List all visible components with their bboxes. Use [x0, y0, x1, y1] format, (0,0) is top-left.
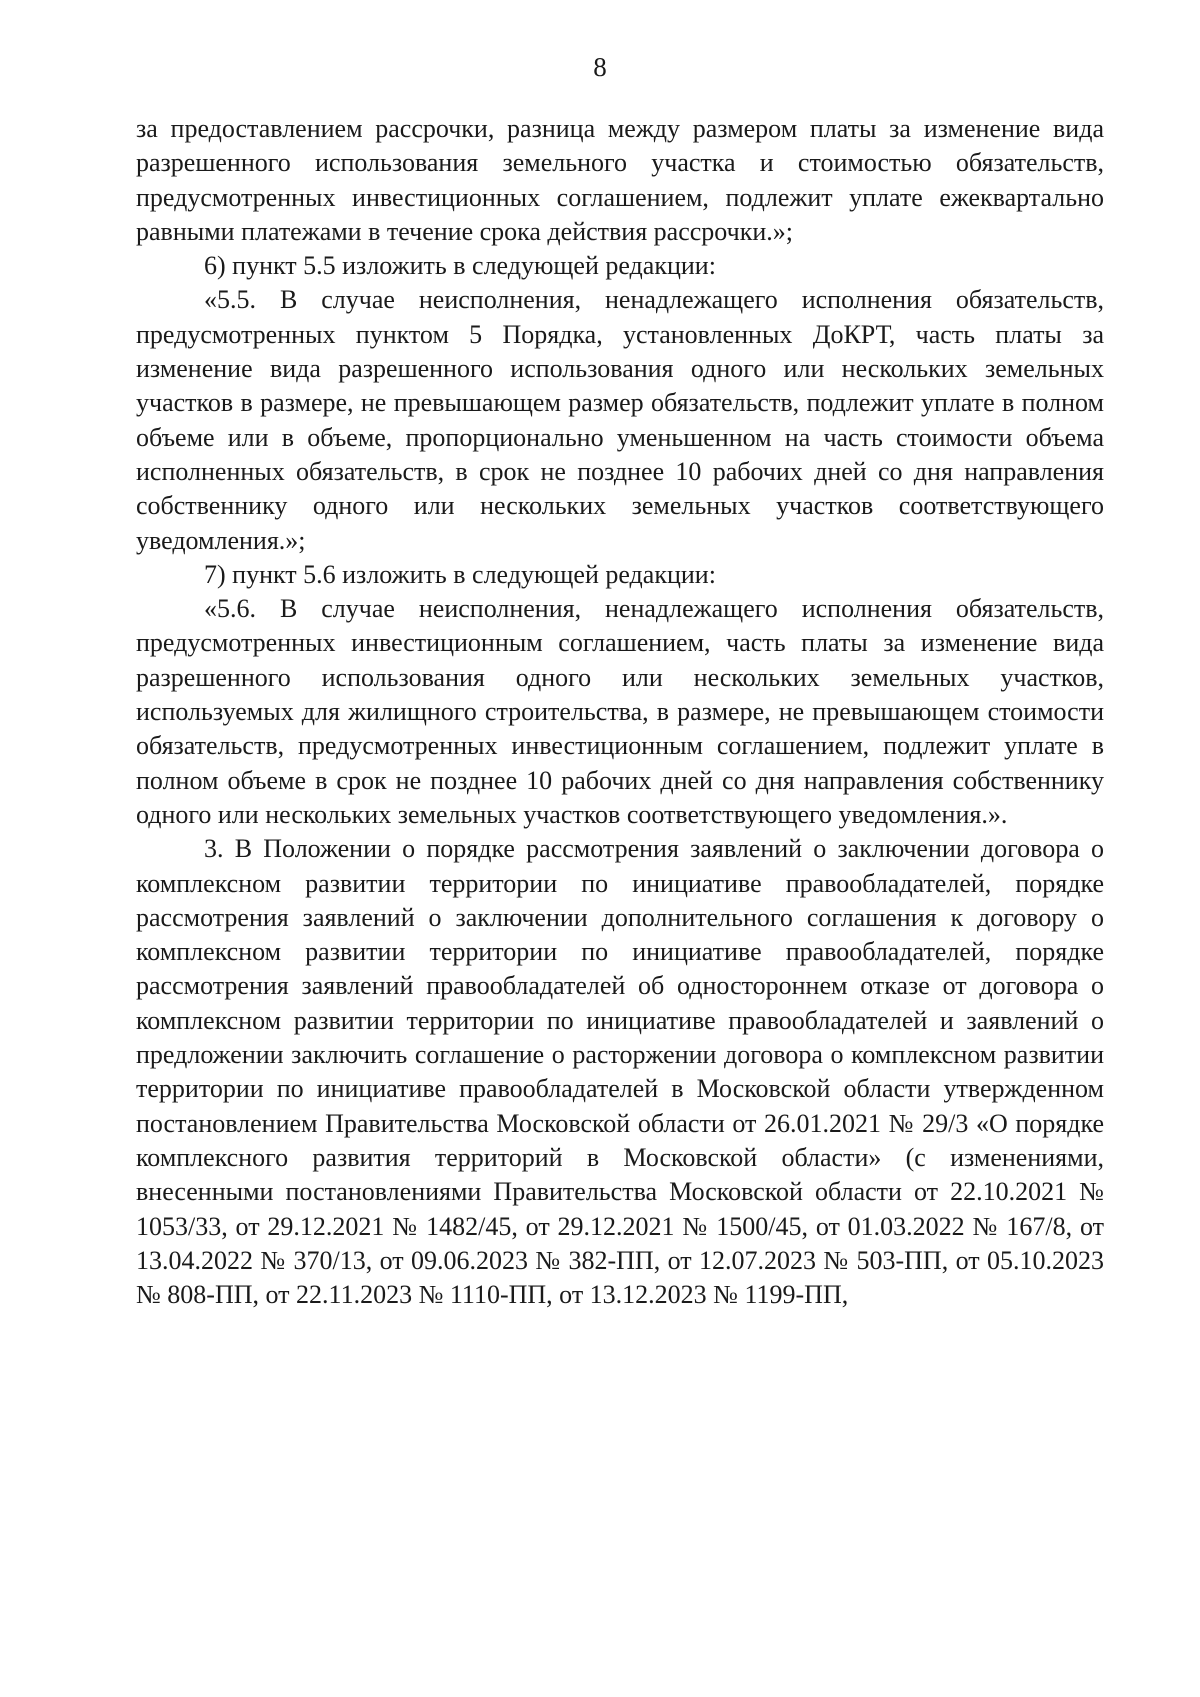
paragraph-clause-5-6: «5.6. В случае неисполнения, ненадлежащего исполнения обязательств, предусмотренных инвестиционным соглашением, часть платы за изменение вида разрешенного использования одного или нескольких земельных участков, используемых для жилищного строительства, в размере, не превышающем стоимости обязательств, предусмотренных инвестиционным соглашением, подлежит уплате в полном объеме в срок не позднее 10 рабочих дней со дня направления собственнику одного или нескольких земельных участков соответствующего уведомления.».: [136, 594, 1104, 829]
document-body: [136, 112, 1104, 1312]
paragraph-item-7: 7) пункт 5.6 изложить в следующей редакции:: [204, 559, 716, 589]
paragraph-continuation: за предоставлением рассрочки, разница между размером платы за изменение вида разрешенного использования земельного участка и стоимостью обязательств, предусмотренных инвестиционных соглашением, подлежит уплате ежеквартально равными платежами в течение срока действия рассрочки.»;: [136, 114, 1104, 246]
paragraph-clause-5-5: «5.5. В случае неисполнения, ненадлежащего исполнения обязательств, предусмотренных пунктом 5 Порядка, установленных ДоКРТ, часть платы за изменение вида разрешенного использования одного или нескольких земельных участков в размере, не превышающем размер обязательств, подлежит уплате в полном объеме или в объеме, пропорционально уменьшенном на часть стоимости объема исполненных обязательств, в срок не позднее 10 рабочих дней со дня направления собственнику одного или нескольких земельных участков соответствующего уведомления.»;: [136, 285, 1104, 555]
page-number: 8: [593, 52, 607, 82]
paragraph-item-6: 6) пункт 5.5 изложить в следующей редакции:: [204, 251, 716, 281]
paragraph-section-3: 3. В Положении о порядке рассмотрения заявлений о заключении договора о комплексном развитии территории по инициативе правообладателей, порядке рассмотрения заявлений о заключении дополнительного соглашения к договору о комплексном развитии территории по инициативе правообладателей, порядке рассмотрения заявлений правообладателей об одностороннем отказе от договора о комплексном развитии территории по инициативе правообладателей и заявлений о предложении заключить соглашение о расторжении договора о комплексном развитии территории по инициативе правообладателей в Московской области утвержденном постановлением Правительства Московской области от 26.01.2021 № 29/3 «О порядке комплексного развития территорий в Московской области» (с изменениями, внесенными постановлениями Правительства Московской области от 22.10.2021 № 1053/33, от 29.12.2021 № 1482/45, от 29.12.2021 № 1500/45, от 01.03.2022 № 167/8, от 13.04.2022 № 370/13, от 09.06.2023 № 382-ПП, от 12.07.2023 № 503-ПП, от 05.10.2023 № 808-ПП, от 22.11.2023 № 1110-ПП, от 13.12.2023 № 1199-ПП,: [136, 834, 1104, 1310]
